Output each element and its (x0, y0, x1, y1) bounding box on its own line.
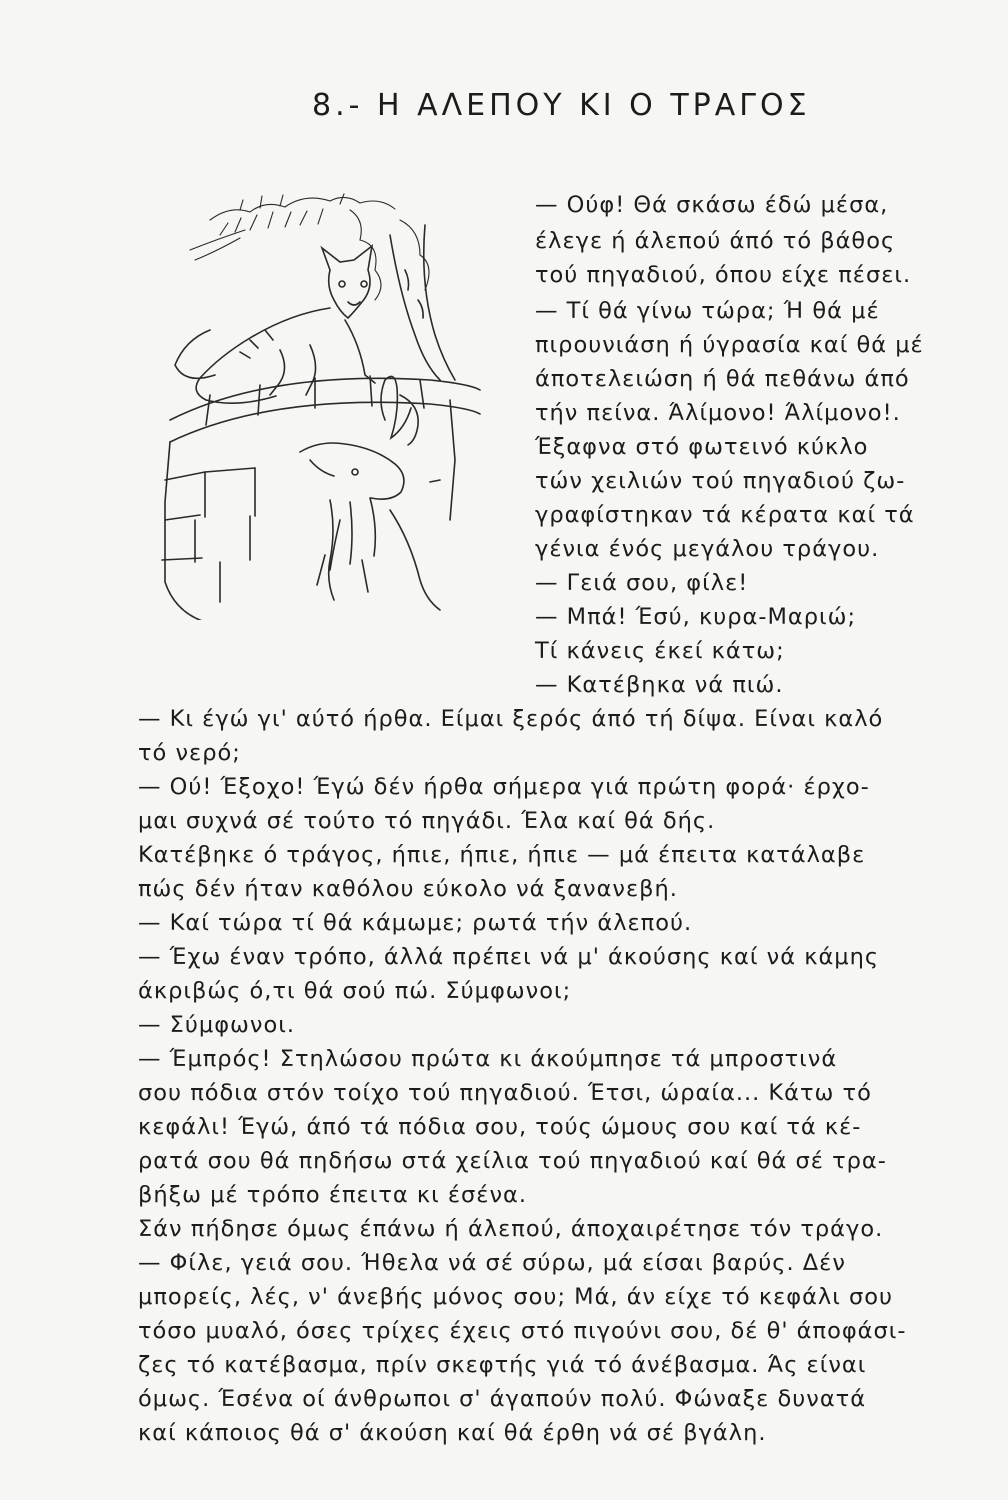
text-line: — Έχω έναν τρόπο, άλλά πρέπει νά μ' άκούσης καί νά κάμης (138, 944, 880, 970)
text-line: — Γειά σου, φίλε! (535, 570, 749, 596)
text-line: έλεγε ή άλεπού άπό τό βάθος (535, 228, 896, 254)
text-line: τού πηγαδιού, όπου είχε πέσει. (535, 262, 912, 288)
text-line: — Μπά! Έσύ, κυρα-Μαριώ; (535, 604, 857, 630)
text-line: πώς δέν ήταν καθόλου εύκολο νά ξανανεβή. (138, 876, 678, 902)
text-line: γένια ένός μεγάλου τράγου. (535, 536, 880, 562)
text-line: — Κι έγώ γι' αύτό ήρθα. Είμαι ξερός άπό τή δίψα. Είναι καλό (138, 706, 884, 732)
text-line: — Ού! Έξοχο! Έγώ δέν ήρθα σήμερα γιά πρώτη φορά· έρχο- (138, 774, 870, 800)
text-line: τόσο μυαλό, όσες τρίχες έχεις στό πιγούνι σου, δέ θ' άποφάσι- (138, 1318, 907, 1344)
text-line: — Καί τώρα τί θά κάμωμε; ρωτά τήν άλεπού. (138, 910, 693, 936)
text-line: ρατά σου θά πηδήσω στά χείλια τού πηγαδιού καί θά σέ τρα- (138, 1148, 887, 1174)
text-line: τό νερό; (138, 740, 241, 766)
text-line: — Σύμφωνοι. (138, 1012, 295, 1038)
text-line: — Κατέβηκα νά πιώ. (535, 672, 784, 698)
foliage-icon (190, 194, 429, 300)
text-line: σου πόδια στόν τοίχο τού πηγαδιού. Έτσι, ώραία... Κάτω τό (138, 1080, 872, 1106)
text-line: γραφίστηκαν τά κέρατα καί τά (535, 502, 915, 528)
text-line: Τί κάνεις έκεί κάτω; (535, 638, 785, 664)
text-line: τήν πείνα. Άλίμονο! Άλίμονο!. (535, 400, 901, 426)
text-line: όμως. Έσένα οί άνθρωποι σ' άγαπούν πολύ. Φώναξε δυνατά (138, 1386, 867, 1412)
text-line: κεφάλι! Έγώ, άπό τά πόδια σου, τούς ώμους σου καί τά κέ- (138, 1114, 862, 1140)
text-line: — Τί θά γίνω τώρα; Ή θά μέ (535, 298, 880, 324)
text-line: Κατέβηκε ό τράγος, ήπιε, ήπιε, ήπιε — μά έπειτα κατάλαβε (138, 842, 866, 868)
tree-trunk-icon (390, 225, 455, 380)
text-line: — Φίλε, γειά σου. Ήθελα νά σέ σύρω, μά είσαι βαρύς. Δέν (138, 1250, 846, 1276)
text-line: μαι συχνά σέ τούτο τό πηγάδι. Έλα καί θά δής. (138, 808, 716, 834)
text-line: πιρουνιάση ή ύγρασία καί θά μέ (535, 332, 924, 358)
text-line: Έξαφνα στό φωτεινό κύκλο (535, 434, 869, 460)
text-line: άποτελειώση ή θά πεθάνω άπό (535, 366, 910, 392)
text-line: Σάν πήδησε όμως έπάνω ή άλεπού, άποχαιρέτησε τόν τράγο. (138, 1216, 884, 1242)
text-line: άκριβώς ό,τι θά σού πώ. Σύμφωνοι; (138, 978, 572, 1004)
text-line: — Ούφ! Θά σκάσω έδώ μέσα, (535, 192, 889, 218)
text-line: μπορείς, λές, ν' άνεβής μόνος σου; Μά, άν είχε τό κεφάλι σου (138, 1284, 894, 1310)
text-line: ζες τό κατέβασμα, πρίν σκεφτής γιά τό άνέβασμα. Άς είναι (138, 1352, 867, 1378)
text-line: — Έμπρός! Στηλώσου πρώτα κι άκούμπησε τά μπροστινά (138, 1046, 838, 1072)
text-line: τών χειλιών τού πηγαδιού ζω- (535, 468, 906, 494)
text-line: καί κάποιος θά σ' άκούση καί θά έρθη νά σέ βγάλη. (138, 1420, 767, 1446)
fox-goat-well-illustration (150, 180, 535, 620)
goat-icon (300, 376, 440, 610)
page-title: 8.- Η ΑΛΕΠΟΥ ΚΙ Ο ΤΡΑΓΟΣ (312, 88, 811, 123)
text-line: βήξω μέ τρόπο έπειτα κι έσένα. (138, 1182, 528, 1208)
well-icon (162, 376, 480, 620)
